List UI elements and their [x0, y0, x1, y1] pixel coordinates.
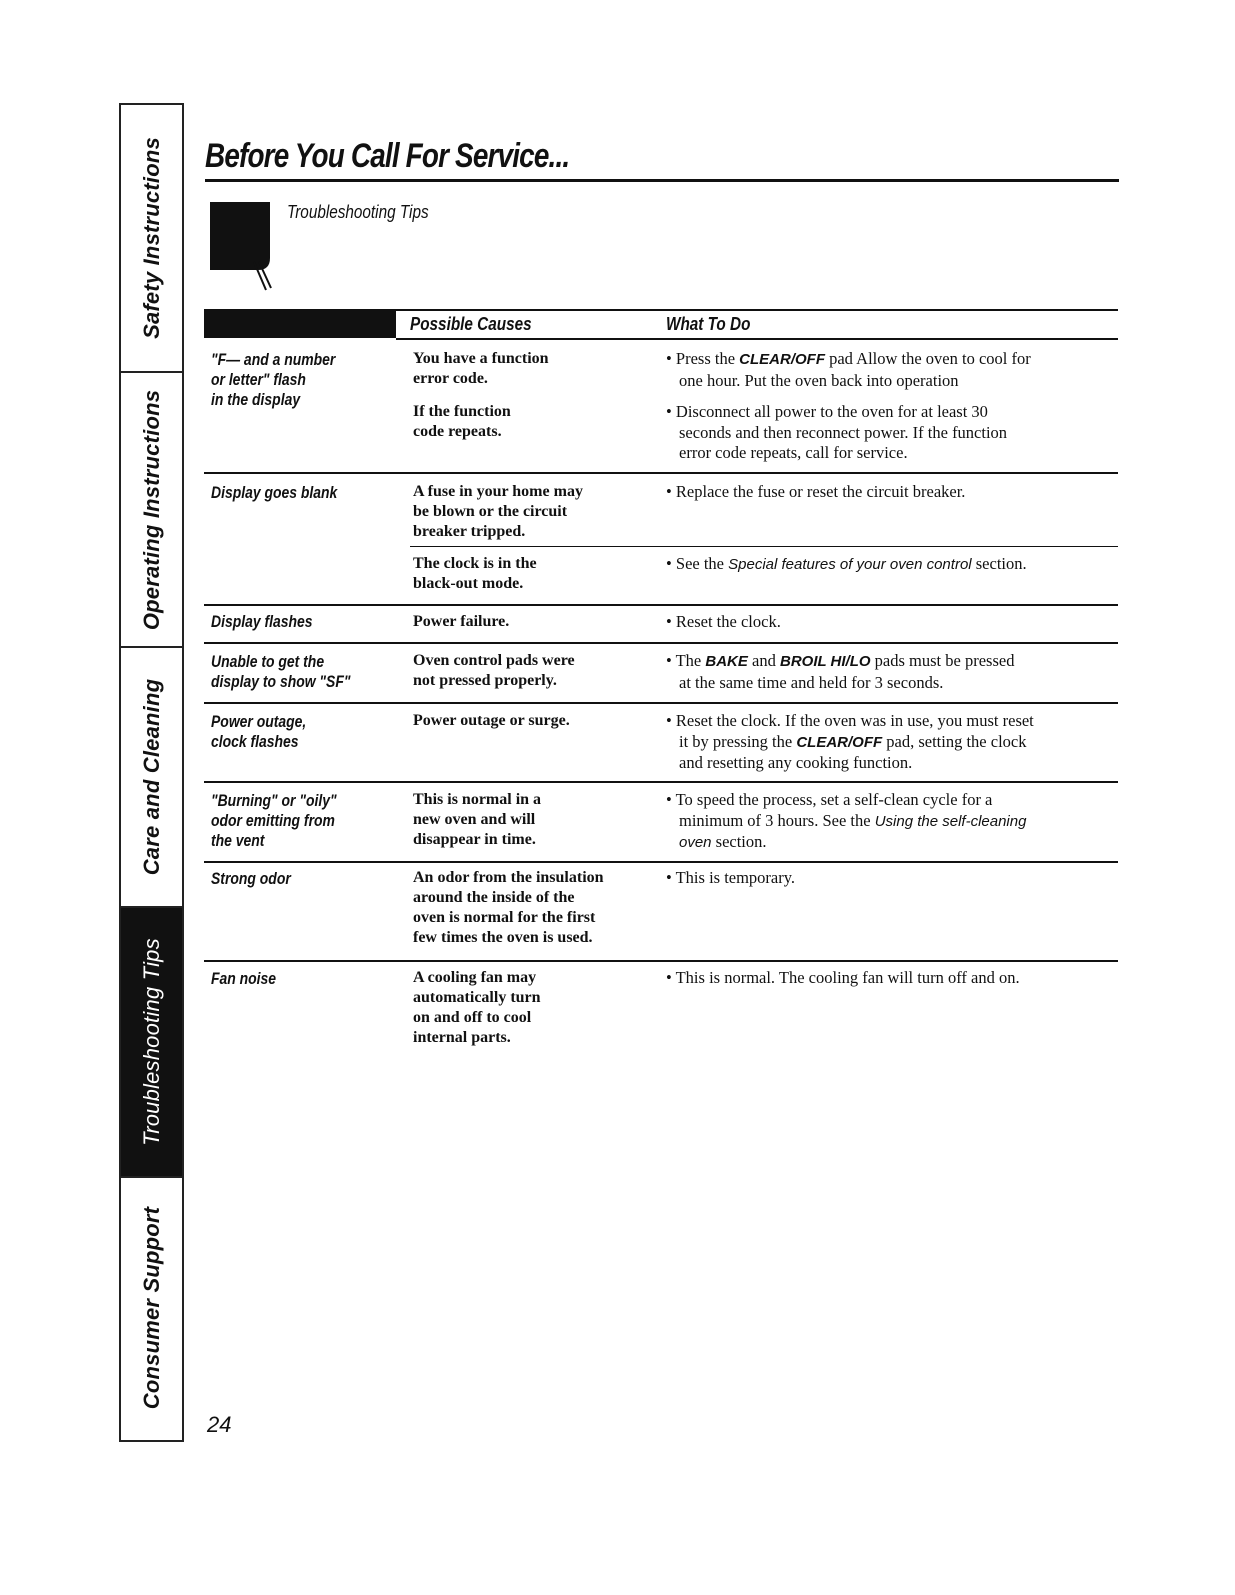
problem-label: "Burning" or "oily" odor emitting from the vent	[211, 791, 337, 850]
todo-text: • Reset the clock.	[666, 612, 781, 631]
header-what-to-do: What To Do	[666, 314, 751, 334]
row-divider	[204, 472, 1118, 474]
cause-text: A cooling fan may automatically turn on and off to cool internal parts.	[413, 969, 541, 1046]
row-divider	[204, 642, 1118, 644]
row-divider	[204, 960, 1118, 962]
todo-text: • This is normal. The cooling fan will turn off and on.	[666, 968, 1020, 987]
problem-label: Strong odor	[211, 869, 291, 888]
tab-consumer-support[interactable]	[121, 1178, 182, 1438]
todo-text: • Press the CLEAR/OFF pad Allow the oven to cool for one hour. Put the oven back into operation	[666, 349, 1031, 390]
row-divider	[204, 604, 1118, 606]
row-divider	[204, 861, 1118, 863]
header-bottom-rule	[396, 338, 1118, 340]
todo-text: • To speed the process, set a self-clean cycle for a minimum of 3 hours. See the Using the self-cleaning oven section.	[666, 790, 1027, 851]
tab-troubleshooting-tips[interactable]	[121, 908, 182, 1178]
page-title: Before You Call For Service...	[205, 137, 570, 175]
sub-divider	[410, 546, 1118, 547]
problem-label: Display goes blank	[211, 483, 338, 502]
todo-text: • Disconnect all power to the oven for at least 30 seconds and then reconnect power. If the function error code repeats, call for service.	[666, 402, 1008, 462]
todo-text: • Replace the fuse or reset the circuit breaker.	[666, 482, 966, 501]
cause-text: The clock is in the black-out mode.	[413, 555, 537, 592]
row-divider	[204, 702, 1118, 704]
todo-text: • Reset the clock. If the oven was in use, you must reset it by pressing the CLEAR/OFF pad, setting the clock and resetting any cooking function.	[666, 711, 1034, 772]
tab-label: Consumer Support	[138, 1206, 164, 1410]
section-subtitle: Troubleshooting Tips	[287, 202, 429, 222]
cause-text: A fuse in your home may be blown or the circuit breaker tripped.	[413, 483, 583, 540]
problem-label: Power outage, clock flashes	[211, 712, 307, 751]
cause-text: Power failure.	[413, 613, 510, 630]
cause-text: Oven control pads were not pressed properly.	[413, 652, 575, 689]
problem-label: Unable to get the display to show "SF"	[211, 652, 351, 691]
problem-label: Fan noise	[211, 969, 277, 988]
tab-label: Operating Instructions	[138, 389, 164, 630]
todo-text: • The BAKE and BROIL HI/LO pads must be pressed at the same time and held for 3 seconds.	[666, 651, 1015, 692]
tab-operating-instructions[interactable]	[121, 373, 182, 648]
page-number: 24	[207, 1412, 232, 1437]
todo-text: • This is temporary.	[666, 868, 796, 887]
problem-label: "F— and a number or letter" flash in the display	[211, 350, 336, 409]
side-tab-strip	[119, 103, 184, 1442]
cause-text: You have a function error code.	[413, 350, 549, 387]
row-divider	[204, 781, 1118, 783]
title-rule	[205, 179, 1119, 182]
cause-text: If the function code repeats.	[413, 403, 511, 440]
cause-text: This is normal in a new oven and will disappear in time.	[413, 791, 542, 848]
header-possible-causes: Possible Causes	[410, 314, 532, 334]
cause-text: Power outage or surge.	[413, 712, 570, 729]
header-black-block	[204, 310, 396, 338]
cause-text: An odor from the insulation around the inside of the oven is normal for the first few times the oven is used.	[413, 869, 604, 946]
tab-label: Care and Cleaning	[138, 678, 164, 876]
todo-text: • See the Special features of your oven control section.	[666, 554, 1027, 573]
tab-care-and-cleaning[interactable]	[121, 648, 182, 908]
tab-safety-instructions[interactable]	[121, 105, 182, 373]
problem-label: Display flashes	[211, 612, 313, 631]
tab-label: Safety Instructions	[138, 137, 164, 339]
tab-label: Troubleshooting Tips	[138, 938, 164, 1146]
tips-tab-icon	[204, 200, 274, 295]
